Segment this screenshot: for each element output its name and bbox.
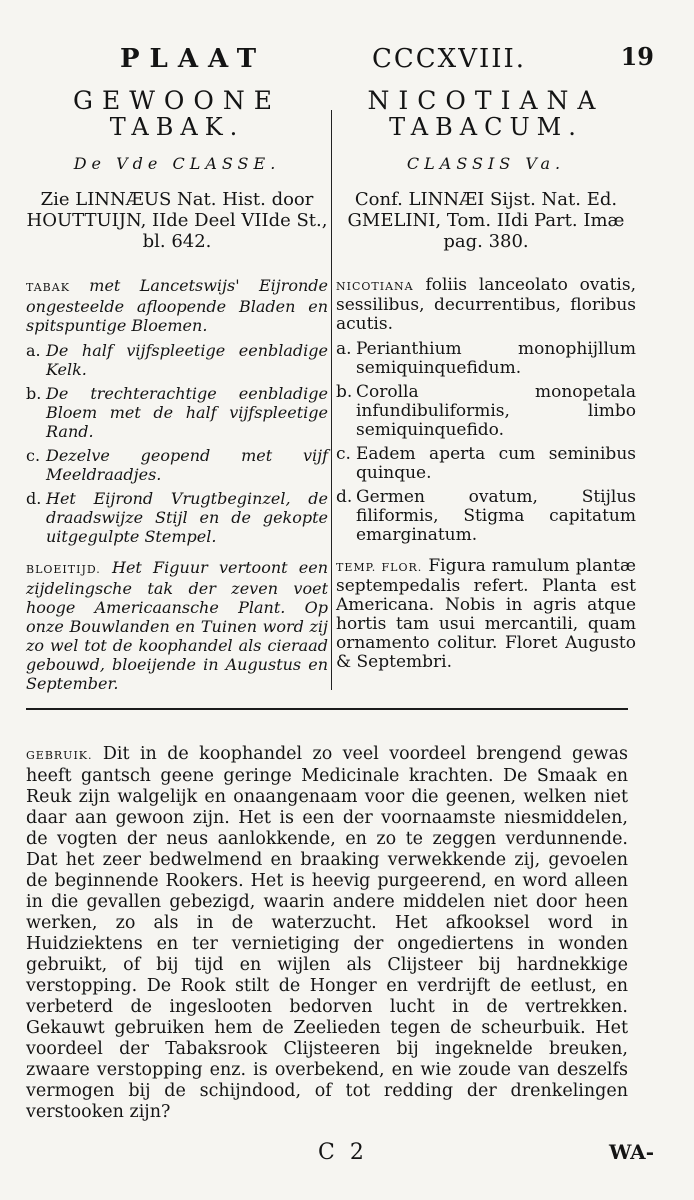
signature-mark: C 2	[318, 1140, 368, 1165]
latin-item-a	[336, 340, 636, 378]
dutch-description	[26, 276, 328, 335]
dutch-item-b	[26, 384, 328, 441]
latin-name-line2: TABACUM.	[389, 113, 583, 141]
section-rule	[26, 708, 628, 710]
latin-item-c	[336, 445, 636, 483]
dutch-item-c	[26, 446, 328, 484]
latin-item-d	[336, 488, 636, 545]
dutch-item-text: Dezelve geopend met vijf Meeldraadjes.	[46, 446, 328, 484]
usage-paragraph	[26, 744, 628, 1123]
dutch-item-a	[26, 341, 328, 379]
dutch-flowering-text: Het Figuur vertoont een zijdelingsche tak der zeven voet hooge Americaansche Plant. Op onze Bouwlanden en Tuinen word zij zo wel tot de koophandel als cieraad gebouwd, bloeijende in Augustus en September.	[26, 558, 328, 693]
usage-head: GEBRUIK.	[26, 749, 93, 762]
dutch-name-line1: GEWOONE	[72, 86, 282, 115]
column-divider	[331, 110, 332, 690]
latin-item-b	[336, 383, 636, 440]
dutch-item-text: De half vijfspleetige eenbladige Kelk.	[46, 341, 328, 379]
dutch-description-head: TABAK	[26, 281, 70, 294]
dutch-flowering	[26, 558, 328, 693]
latin-flowering-text: Figura ramulum plantæ septempedalis refert. Planta est Americana. Nobis in agris atque hortis tam usui mercantili, quam ornamento colitur. Floret Augusto & Septembri.	[336, 556, 636, 672]
page-footer	[0, 1140, 694, 1170]
latin-item-label: a.	[336, 339, 352, 359]
dutch-item-text: Het Eijrond Vrugtbeginzel, de draadswijze Stijl en de gekopte uitgegulpte Stempel.	[46, 489, 328, 546]
dutch-item-label: b.	[26, 384, 42, 403]
plate-number: CCCXVIII.	[372, 44, 527, 74]
latin-item-text: Perianthium monophijllum semiquinquefidum.	[356, 339, 636, 378]
dutch-description-text: met Lancetswijs' Eijronde ongesteelde afloopende Bladen en spitspuntige Bloemen.	[26, 276, 328, 335]
latin-column	[336, 88, 636, 672]
latin-description-text: foliis lanceolato ovatis, sessilibus, decurrentibus, floribus acutis.	[336, 275, 636, 334]
dutch-item-d	[26, 489, 328, 546]
catchword: WA-	[609, 1140, 654, 1164]
dutch-item-label: a.	[26, 341, 41, 360]
dutch-flowering-head: BLOEITIJD.	[26, 563, 101, 576]
latin-item-text: Germen ovatum, Stijlus filiformis, Stigma capitatum emarginatum.	[356, 487, 636, 545]
latin-item-label: c.	[336, 444, 351, 464]
dutch-name-line2: TABAK.	[109, 113, 245, 141]
latin-reference: Conf. LINNÆI Sijst. Nat. Ed. GMELINI, Tom. IIdi Part. Imæ pag. 380.	[347, 189, 625, 252]
latin-name-line1: NICOTIANA	[367, 86, 605, 115]
latin-classis: CLASSIS Va.	[406, 154, 566, 173]
dutch-column	[26, 88, 328, 693]
plate-header	[0, 42, 694, 82]
latin-flowering-head: TEMP. FLOR.	[336, 561, 423, 574]
latin-item-label: b.	[336, 382, 353, 402]
latin-description	[336, 276, 636, 334]
plate-title: PLAAT	[120, 44, 267, 74]
dutch-classe: De Vde CLASSE.	[73, 154, 281, 173]
dutch-item-text: De trechterachtige eenbladige Bloem met de half vijfspleetige Rand.	[46, 384, 328, 441]
latin-description-head: NICOTIANA	[336, 280, 414, 293]
usage-text: Dit in de koophandel zo veel voordeel brengend gewas heeft gantsch geene geringe Medicinale krachten. De Smaak en Reuk zijn walgelijk en onaangenaam voor die geenen, welken niet daar aan gewoon zijn. Het is een der voornaamste niesmiddelen, de vogten der neus aanlokkende, en zo te zeggen verdunnende. Dat het zeer bedwelmend en braaking verwekkende zij, gevoelen de beginnende Rookers. Het is heevig purgeerend, en word alleen in die gevallen gebezigd, waarin andere middelen niet door heen werken, zo als in de waterzucht. Het afkooksel word in Huidziektens en ter vernietiging der ongediertens in wonden gebruikt, of bij tijd en wijlen als Clijsteer bij hardnekkige verstopping. De Rook stilt de Honger en verdrijft de eetlust, en verbeterd de ingeslooten bedorven lucht in de vertrekken. Gekauwt gebruiken hem de Zeelieden tegen de scheurbuik. Het voordeel der Tabaksrook Clijsteeren bij ingeknelde breuken, zwaare verstopping enz. is overbekend, en wie zoude van deszelfs vermogen bij de schijndood, of tot redding der drenkelingen verstooken zijn?	[26, 744, 628, 1122]
latin-item-text: Corolla monopetala infundibuliformis, limbo semiquinquefido.	[356, 382, 636, 440]
page-number: 19	[620, 42, 654, 71]
latin-flowering	[336, 557, 636, 672]
dutch-item-label: d.	[26, 489, 42, 508]
dutch-item-label: c.	[26, 446, 41, 465]
latin-item-text: Eadem aperta cum seminibus quinque.	[356, 444, 636, 483]
latin-item-label: d.	[336, 487, 353, 507]
dutch-reference: Zie LINNÆUS Nat. Hist. door HOUTTUIJN, IIde Deel VIIde St., bl. 642.	[26, 189, 328, 252]
